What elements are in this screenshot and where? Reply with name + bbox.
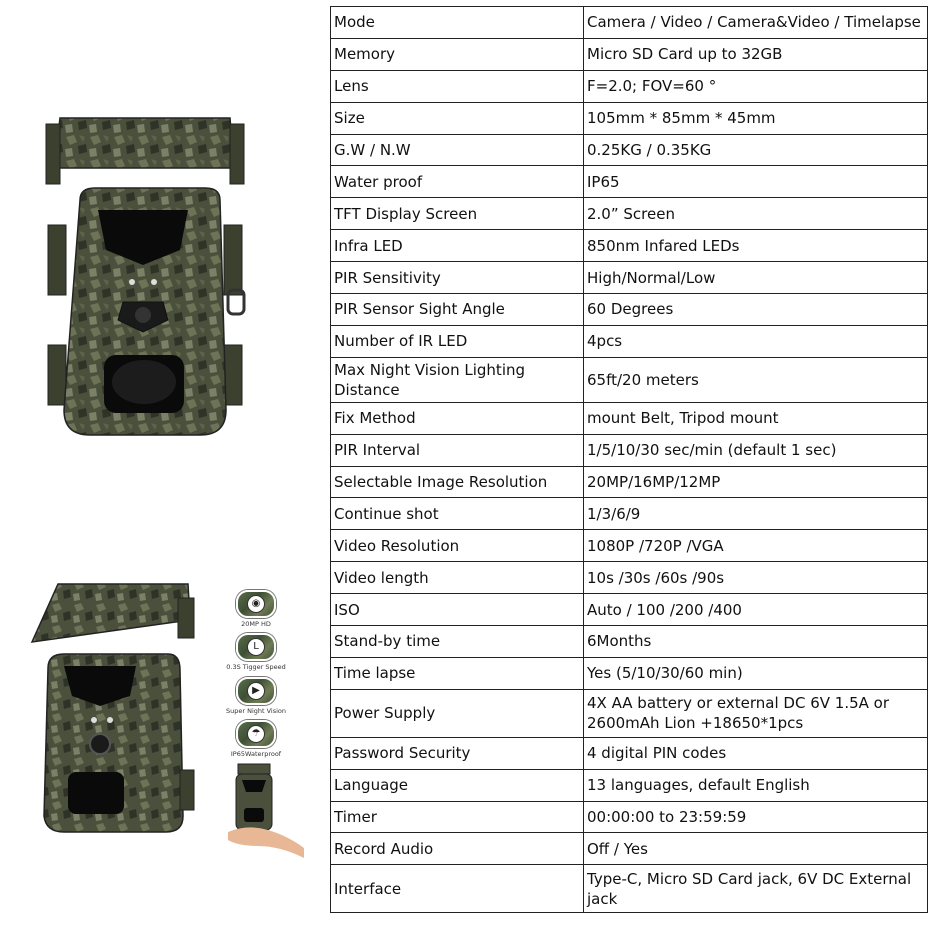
spec-value: mount Belt, Tripod mount <box>584 402 928 434</box>
spec-key: Mode <box>331 7 584 39</box>
table-row <box>331 689 928 737</box>
spec-value: 4pcs <box>584 325 928 357</box>
spec-key: Size <box>331 102 584 134</box>
trail-camera-angle-image <box>28 580 203 835</box>
table-row <box>331 737 928 769</box>
spec-table <box>330 6 928 913</box>
spec-key: Password Security <box>331 737 584 769</box>
spec-value: 65ft/20 meters <box>584 357 928 402</box>
feature-label: Super Night Vision <box>225 707 287 715</box>
spec-key: Continue shot <box>331 498 584 530</box>
spec-key: Power Supply <box>331 689 584 737</box>
spec-value: 1/5/10/30 sec/min (default 1 sec) <box>584 434 928 466</box>
table-row <box>331 530 928 562</box>
spec-key: Memory <box>331 38 584 70</box>
feature-night-vision <box>218 677 294 715</box>
video-camera-icon: ▶ <box>236 677 276 705</box>
feature-waterproof <box>218 720 294 758</box>
spec-value: Yes (5/10/30/60 min) <box>584 657 928 689</box>
feature-trigger-speed <box>218 633 294 671</box>
table-row <box>331 434 928 466</box>
spec-value: F=2.0; FOV=60 ° <box>584 70 928 102</box>
spec-key: G.W / N.W <box>331 134 584 166</box>
spec-value: 850nm Infared LEDs <box>584 230 928 262</box>
spec-value: 10s /30s /60s /90s <box>584 562 928 594</box>
spec-value: Type-C, Micro SD Card jack, 6V DC External jack <box>584 865 928 913</box>
spec-value: IP65 <box>584 166 928 198</box>
spec-value: Auto / 100 /200 /400 <box>584 594 928 626</box>
table-row <box>331 262 928 294</box>
table-row <box>331 498 928 530</box>
table-row <box>331 562 928 594</box>
spec-key: Lens <box>331 70 584 102</box>
table-row <box>331 7 928 39</box>
table-row <box>331 626 928 658</box>
table-row <box>331 801 928 833</box>
table-row <box>331 657 928 689</box>
feature-label: 20MP HD <box>241 620 271 628</box>
spec-key: Time lapse <box>331 657 584 689</box>
spec-value: High/Normal/Low <box>584 262 928 294</box>
spec-key: TFT Display Screen <box>331 198 584 230</box>
spec-key: ISO <box>331 594 584 626</box>
feature-label: 0.3S Tigger Speed <box>226 663 286 671</box>
table-row <box>331 166 928 198</box>
table-row <box>331 38 928 70</box>
stopwatch-icon: L <box>236 633 276 661</box>
feature-label: IP65Waterproof <box>230 750 282 758</box>
spec-value: 13 languages, default English <box>584 769 928 801</box>
spec-value: Camera / Video / Camera&Video / Timelapse <box>584 7 928 39</box>
table-row <box>331 325 928 357</box>
spec-key: Max Night Vision Lighting Distance <box>331 357 584 402</box>
spec-key: Infra LED <box>331 230 584 262</box>
spec-value: 20MP/16MP/12MP <box>584 466 928 498</box>
spec-key: Water proof <box>331 166 584 198</box>
table-row <box>331 198 928 230</box>
camera-icon: ◉ <box>236 590 276 618</box>
spec-key: Timer <box>331 801 584 833</box>
spec-key: Stand-by time <box>331 626 584 658</box>
spec-value: 105mm * 85mm * 45mm <box>584 102 928 134</box>
spec-key: Selectable Image Resolution <box>331 466 584 498</box>
table-row <box>331 594 928 626</box>
table-row <box>331 294 928 326</box>
spec-value: 4 digital PIN codes <box>584 737 928 769</box>
spec-key: Number of IR LED <box>331 325 584 357</box>
table-row <box>331 357 928 402</box>
feature-20mp-hd <box>218 590 294 628</box>
spec-value: 60 Degrees <box>584 294 928 326</box>
table-row <box>331 833 928 865</box>
trail-camera-front-image <box>40 110 250 445</box>
spec-key: Video length <box>331 562 584 594</box>
spec-value: 2.0” Screen <box>584 198 928 230</box>
table-row <box>331 102 928 134</box>
spec-value: 6Months <box>584 626 928 658</box>
spec-key: PIR Interval <box>331 434 584 466</box>
spec-value: 0.25KG / 0.35KG <box>584 134 928 166</box>
spec-value: Micro SD Card up to 32GB <box>584 38 928 70</box>
spec-key: PIR Sensor Sight Angle <box>331 294 584 326</box>
spec-value: 1080P /720P /VGA <box>584 530 928 562</box>
spec-key: Interface <box>331 865 584 913</box>
spec-key: Fix Method <box>331 402 584 434</box>
spec-key: Record Audio <box>331 833 584 865</box>
spec-value: 1/3/6/9 <box>584 498 928 530</box>
table-row <box>331 865 928 913</box>
spec-value: 00:00:00 to 23:59:59 <box>584 801 928 833</box>
table-row <box>331 134 928 166</box>
umbrella-icon: ☂ <box>236 720 276 748</box>
table-row <box>331 70 928 102</box>
spec-key: PIR Sensitivity <box>331 262 584 294</box>
camera-in-hand-image <box>228 762 306 860</box>
table-row <box>331 402 928 434</box>
table-row <box>331 466 928 498</box>
spec-key: Language <box>331 769 584 801</box>
table-row <box>331 230 928 262</box>
spec-value: 4X AA battery or external DC 6V 1.5A or 2600mAh Lion +18650*1pcs <box>584 689 928 737</box>
spec-value: Off / Yes <box>584 833 928 865</box>
spec-key: Video Resolution <box>331 530 584 562</box>
table-row <box>331 769 928 801</box>
